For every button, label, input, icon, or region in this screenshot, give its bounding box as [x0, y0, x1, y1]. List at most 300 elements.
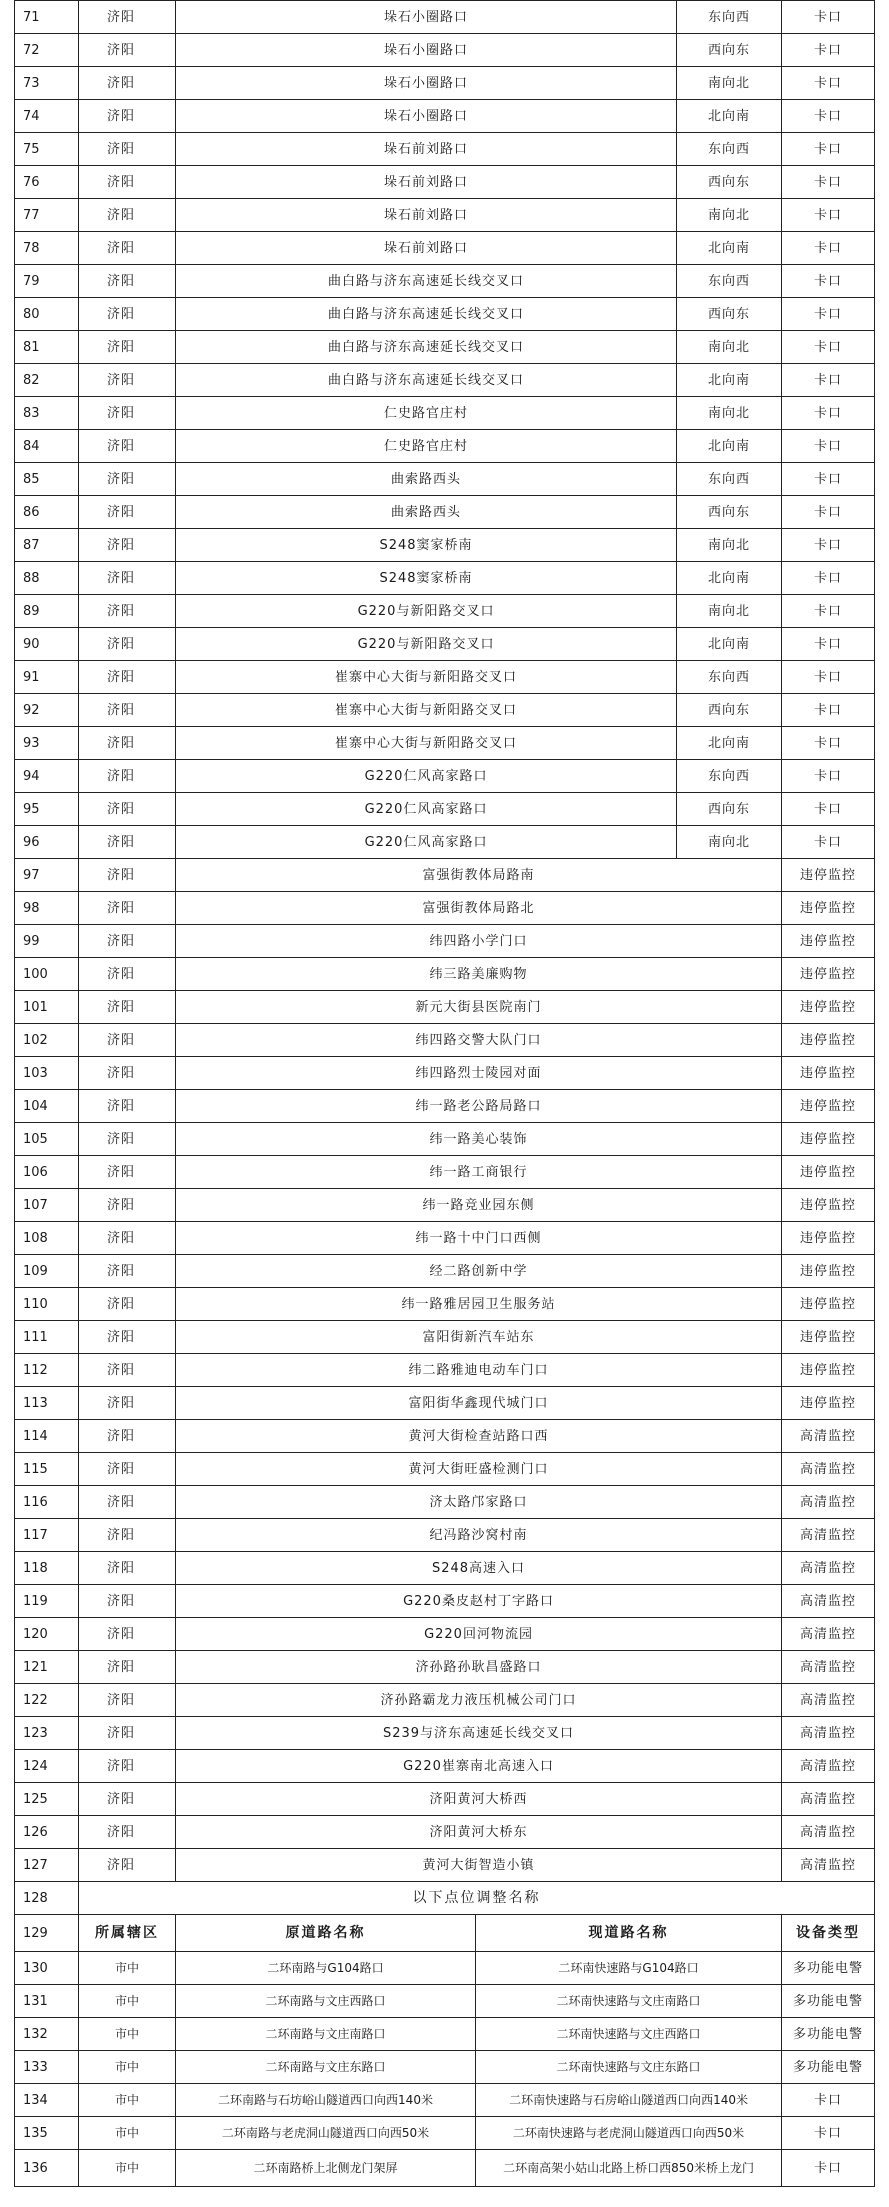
- district-cell: 济阳: [79, 1222, 176, 1255]
- new-name-cell: 二环南高架小姑山北路上桥口西850米桥上龙门: [476, 2150, 782, 2187]
- table-row: [15, 133, 875, 166]
- device-type-cell: 卡口: [782, 1, 875, 34]
- district-cell: 济阳: [79, 628, 176, 661]
- table-row: [15, 892, 875, 925]
- row-number: 110: [15, 1288, 79, 1321]
- table-body: [15, 1, 875, 2187]
- row-number: 90: [15, 628, 79, 661]
- device-type-cell: 卡口: [782, 694, 875, 727]
- row-number: 120: [15, 1618, 79, 1651]
- row-number: 127: [15, 1849, 79, 1882]
- location-cell: S239与济东高速延长线交叉口: [176, 1717, 782, 1750]
- row-number: 76: [15, 166, 79, 199]
- new-name-cell: 二环南快速路与文庄西路口: [476, 2018, 782, 2051]
- location-cell: 曲白路与济东高速延长线交叉口: [176, 364, 677, 397]
- location-cell: 曲白路与济东高速延长线交叉口: [176, 298, 677, 331]
- device-type-cell: 卡口: [782, 2150, 875, 2187]
- table-row: [15, 397, 875, 430]
- location-cell: 曲白路与济东高速延长线交叉口: [176, 265, 677, 298]
- table-row: [15, 1618, 875, 1651]
- row-number: 109: [15, 1255, 79, 1288]
- table-row: [15, 2018, 875, 2051]
- location-cell: 纬一路雅居园卫生服务站: [176, 1288, 782, 1321]
- direction-cell: 西向东: [677, 34, 782, 67]
- device-type-cell: 违停监控: [782, 925, 875, 958]
- table-row: [15, 1255, 875, 1288]
- direction-cell: 西向东: [677, 298, 782, 331]
- device-type-cell: 违停监控: [782, 1189, 875, 1222]
- table-row: [15, 2117, 875, 2150]
- device-type-cell: 高清监控: [782, 1849, 875, 1882]
- device-type-cell: 卡口: [782, 166, 875, 199]
- device-type-cell: 高清监控: [782, 1486, 875, 1519]
- district-cell: 济阳: [79, 1123, 176, 1156]
- location-cell: G220仁风高家路口: [176, 760, 677, 793]
- district-cell: 济阳: [79, 298, 176, 331]
- location-cell: 济阳黄河大桥东: [176, 1816, 782, 1849]
- table-row: [15, 364, 875, 397]
- location-cell: 垛石小圈路口: [176, 100, 677, 133]
- row-number: 117: [15, 1519, 79, 1552]
- row-number: 128: [15, 1882, 79, 1915]
- row-number: 98: [15, 892, 79, 925]
- direction-cell: 北向南: [677, 628, 782, 661]
- row-number: 82: [15, 364, 79, 397]
- table-row: [15, 529, 875, 562]
- direction-cell: 西向东: [677, 793, 782, 826]
- row-number: 136: [15, 2150, 79, 2187]
- row-number: 88: [15, 562, 79, 595]
- row-number: 77: [15, 199, 79, 232]
- device-type-cell: 违停监控: [782, 1354, 875, 1387]
- district-cell: 济阳: [79, 1552, 176, 1585]
- row-number: 87: [15, 529, 79, 562]
- device-type-cell: 违停监控: [782, 859, 875, 892]
- location-cell: 垛石前刘路口: [176, 166, 677, 199]
- row-number: 91: [15, 661, 79, 694]
- district-cell: 济阳: [79, 562, 176, 595]
- table-row: [15, 661, 875, 694]
- device-type-cell: 卡口: [782, 100, 875, 133]
- row-number: 86: [15, 496, 79, 529]
- device-type-cell: 高清监控: [782, 1420, 875, 1453]
- device-type-cell: 高清监控: [782, 1651, 875, 1684]
- row-number: 79: [15, 265, 79, 298]
- row-number: 131: [15, 1985, 79, 2018]
- device-type-cell: 多功能电警: [782, 2018, 875, 2051]
- row-number: 122: [15, 1684, 79, 1717]
- district-cell: 济阳: [79, 1420, 176, 1453]
- direction-cell: 南向北: [677, 67, 782, 100]
- location-cell: 曲索路西头: [176, 496, 677, 529]
- location-cell: 崔寨中心大街与新阳路交叉口: [176, 727, 677, 760]
- header-new-name: 现道路名称: [476, 1915, 782, 1952]
- row-number: 100: [15, 958, 79, 991]
- location-cell: 黄河大街智造小镇: [176, 1849, 782, 1882]
- district-cell: 济阳: [79, 694, 176, 727]
- new-name-cell: 二环南快速路与文庄东路口: [476, 2051, 782, 2084]
- row-number: 133: [15, 2051, 79, 2084]
- district-cell: 济阳: [79, 1, 176, 34]
- direction-cell: 北向南: [677, 232, 782, 265]
- direction-cell: 东向西: [677, 463, 782, 496]
- location-cell: 纬一路美心装饰: [176, 1123, 782, 1156]
- row-number: 101: [15, 991, 79, 1024]
- district-cell: 济阳: [79, 1057, 176, 1090]
- table-row: [15, 1189, 875, 1222]
- district-cell: 济阳: [79, 1849, 176, 1882]
- table-row: [15, 2150, 875, 2187]
- row-number: 118: [15, 1552, 79, 1585]
- direction-cell: 南向北: [677, 826, 782, 859]
- table-row: [15, 496, 875, 529]
- table-row: [15, 1321, 875, 1354]
- location-cell: 纬四路交警大队门口: [176, 1024, 782, 1057]
- row-number: 97: [15, 859, 79, 892]
- device-type-cell: 卡口: [782, 826, 875, 859]
- row-number: 106: [15, 1156, 79, 1189]
- table-row: [15, 199, 875, 232]
- location-cell: 济孙路霸龙力液压机械公司门口: [176, 1684, 782, 1717]
- location-cell: 纬一路老公路局路口: [176, 1090, 782, 1123]
- table-row: [15, 100, 875, 133]
- old-name-cell: 二环南路桥上北侧龙门架屏: [176, 2150, 476, 2187]
- location-cell: 垛石小圈路口: [176, 1, 677, 34]
- direction-cell: 西向东: [677, 166, 782, 199]
- camera-location-table: [14, 0, 875, 2187]
- table-row: [15, 859, 875, 892]
- district-cell: 市中: [79, 2117, 176, 2150]
- location-cell: 富强街教体局路南: [176, 859, 782, 892]
- table-row: [15, 958, 875, 991]
- district-cell: 济阳: [79, 1024, 176, 1057]
- location-cell: G220仁风高家路口: [176, 793, 677, 826]
- device-type-cell: 违停监控: [782, 1222, 875, 1255]
- table-row: [15, 1915, 875, 1952]
- row-number: 89: [15, 595, 79, 628]
- device-type-cell: 卡口: [782, 67, 875, 100]
- district-cell: 济阳: [79, 364, 176, 397]
- row-number: 107: [15, 1189, 79, 1222]
- row-number: 80: [15, 298, 79, 331]
- table-row: [15, 925, 875, 958]
- district-cell: 济阳: [79, 1189, 176, 1222]
- district-cell: 济阳: [79, 991, 176, 1024]
- location-cell: 仁史路官庄村: [176, 430, 677, 463]
- district-cell: 济阳: [79, 1651, 176, 1684]
- district-cell: 济阳: [79, 430, 176, 463]
- district-cell: 济阳: [79, 397, 176, 430]
- table-row: [15, 727, 875, 760]
- location-cell: 纬四路小学门口: [176, 925, 782, 958]
- device-type-cell: 违停监控: [782, 892, 875, 925]
- table-row: [15, 760, 875, 793]
- district-cell: 济阳: [79, 1519, 176, 1552]
- district-cell: 济阳: [79, 265, 176, 298]
- table-row: [15, 1684, 875, 1717]
- location-cell: 新元大街县医院南门: [176, 991, 782, 1024]
- district-cell: 济阳: [79, 463, 176, 496]
- direction-cell: 东向西: [677, 1, 782, 34]
- row-number: 85: [15, 463, 79, 496]
- table-row: [15, 1387, 875, 1420]
- location-cell: 纪冯路沙窝村南: [176, 1519, 782, 1552]
- location-cell: G220崔寨南北高速入口: [176, 1750, 782, 1783]
- district-cell: 济阳: [79, 1783, 176, 1816]
- direction-cell: 东向西: [677, 133, 782, 166]
- direction-cell: 东向西: [677, 265, 782, 298]
- direction-cell: 南向北: [677, 529, 782, 562]
- location-cell: G220回河物流园: [176, 1618, 782, 1651]
- header-old-name: 原道路名称: [176, 1915, 476, 1952]
- location-cell: 崔寨中心大街与新阳路交叉口: [176, 661, 677, 694]
- table-row: [15, 34, 875, 67]
- district-cell: 市中: [79, 1952, 176, 1985]
- table-row: [15, 1222, 875, 1255]
- table-row: [15, 430, 875, 463]
- device-type-cell: 卡口: [782, 34, 875, 67]
- device-type-cell: 卡口: [782, 496, 875, 529]
- table-row: [15, 1952, 875, 1985]
- device-type-cell: 卡口: [782, 727, 875, 760]
- table-row: [15, 1024, 875, 1057]
- device-type-cell: 多功能电警: [782, 1952, 875, 1985]
- table-row: [15, 1156, 875, 1189]
- location-cell: 纬一路竞业园东侧: [176, 1189, 782, 1222]
- location-cell: G220仁风高家路口: [176, 826, 677, 859]
- device-type-cell: 卡口: [782, 595, 875, 628]
- district-cell: 济阳: [79, 529, 176, 562]
- table-row: [15, 1, 875, 34]
- row-number: 123: [15, 1717, 79, 1750]
- direction-cell: 北向南: [677, 727, 782, 760]
- row-number: 135: [15, 2117, 79, 2150]
- row-number: 126: [15, 1816, 79, 1849]
- table-row: [15, 1420, 875, 1453]
- table-row: [15, 1816, 875, 1849]
- table-row: [15, 793, 875, 826]
- row-number: 105: [15, 1123, 79, 1156]
- row-number: 96: [15, 826, 79, 859]
- device-type-cell: 高清监控: [782, 1453, 875, 1486]
- new-name-cell: 二环南快速路与石房峪山隧道西口向西140米: [476, 2084, 782, 2117]
- district-cell: 市中: [79, 1985, 176, 2018]
- section-note: 以下点位调整名称: [79, 1882, 875, 1915]
- district-cell: 济阳: [79, 1750, 176, 1783]
- device-type-cell: 违停监控: [782, 958, 875, 991]
- table-row: [15, 67, 875, 100]
- location-cell: 济阳黄河大桥西: [176, 1783, 782, 1816]
- table-row: [15, 331, 875, 364]
- location-cell: 纬一路十中门口西侧: [176, 1222, 782, 1255]
- device-type-cell: 多功能电警: [782, 2051, 875, 2084]
- device-type-cell: 高清监控: [782, 1750, 875, 1783]
- location-cell: 济太路邝家路口: [176, 1486, 782, 1519]
- device-type-cell: 卡口: [782, 2084, 875, 2117]
- row-number: 71: [15, 1, 79, 34]
- row-number: 74: [15, 100, 79, 133]
- district-cell: 济阳: [79, 661, 176, 694]
- district-cell: 济阳: [79, 496, 176, 529]
- new-name-cell: 二环南快速路与G104路口: [476, 1952, 782, 1985]
- device-type-cell: 卡口: [782, 265, 875, 298]
- district-cell: 济阳: [79, 1684, 176, 1717]
- district-cell: 济阳: [79, 166, 176, 199]
- header-device-type: 设备类型: [782, 1915, 875, 1952]
- location-cell: 崔寨中心大街与新阳路交叉口: [176, 694, 677, 727]
- location-cell: 富阳街新汽车站东: [176, 1321, 782, 1354]
- device-type-cell: 高清监控: [782, 1519, 875, 1552]
- device-type-cell: 卡口: [782, 760, 875, 793]
- direction-cell: 南向北: [677, 397, 782, 430]
- row-number: 95: [15, 793, 79, 826]
- device-type-cell: 高清监控: [782, 1585, 875, 1618]
- location-cell: 曲白路与济东高速延长线交叉口: [176, 331, 677, 364]
- device-type-cell: 违停监控: [782, 1255, 875, 1288]
- district-cell: 济阳: [79, 760, 176, 793]
- device-type-cell: 违停监控: [782, 1024, 875, 1057]
- row-number: 121: [15, 1651, 79, 1684]
- device-type-cell: 卡口: [782, 463, 875, 496]
- device-type-cell: 卡口: [782, 232, 875, 265]
- device-type-cell: 高清监控: [782, 1552, 875, 1585]
- district-cell: 济阳: [79, 727, 176, 760]
- district-cell: 济阳: [79, 1585, 176, 1618]
- header-district: 所属辖区: [79, 1915, 176, 1952]
- table-row: [15, 628, 875, 661]
- district-cell: 济阳: [79, 1717, 176, 1750]
- table-row: [15, 1750, 875, 1783]
- row-number: 84: [15, 430, 79, 463]
- table-row: [15, 1486, 875, 1519]
- location-cell: 垛石前刘路口: [176, 133, 677, 166]
- direction-cell: 北向南: [677, 364, 782, 397]
- location-cell: S248高速入口: [176, 1552, 782, 1585]
- new-name-cell: 二环南快速路与文庄南路口: [476, 1985, 782, 2018]
- direction-cell: 南向北: [677, 199, 782, 232]
- row-number: 125: [15, 1783, 79, 1816]
- district-cell: 济阳: [79, 859, 176, 892]
- table-row: [15, 1651, 875, 1684]
- device-type-cell: 高清监控: [782, 1618, 875, 1651]
- district-cell: 济阳: [79, 1090, 176, 1123]
- old-name-cell: 二环南路与G104路口: [176, 1952, 476, 1985]
- district-cell: 济阳: [79, 1387, 176, 1420]
- district-cell: 济阳: [79, 1321, 176, 1354]
- table-row: [15, 2084, 875, 2117]
- district-cell: 济阳: [79, 1816, 176, 1849]
- district-cell: 市中: [79, 2051, 176, 2084]
- device-type-cell: 违停监控: [782, 1321, 875, 1354]
- device-type-cell: 卡口: [782, 562, 875, 595]
- old-name-cell: 二环南路与文庄西路口: [176, 1985, 476, 2018]
- direction-cell: 南向北: [677, 331, 782, 364]
- district-cell: 济阳: [79, 67, 176, 100]
- location-cell: 济孙路孙耿昌盛路口: [176, 1651, 782, 1684]
- device-type-cell: 卡口: [782, 199, 875, 232]
- row-number: 130: [15, 1952, 79, 1985]
- direction-cell: 北向南: [677, 562, 782, 595]
- table-row: [15, 1882, 875, 1915]
- location-cell: 纬二路雅迪电动车门口: [176, 1354, 782, 1387]
- district-cell: 济阳: [79, 1288, 176, 1321]
- row-number: 75: [15, 133, 79, 166]
- row-number: 129: [15, 1915, 79, 1952]
- table-row: [15, 826, 875, 859]
- direction-cell: 东向西: [677, 661, 782, 694]
- device-type-cell: 违停监控: [782, 991, 875, 1024]
- district-cell: 济阳: [79, 1618, 176, 1651]
- row-number: 103: [15, 1057, 79, 1090]
- district-cell: 济阳: [79, 958, 176, 991]
- device-type-cell: 违停监控: [782, 1156, 875, 1189]
- row-number: 119: [15, 1585, 79, 1618]
- location-cell: 富强街教体局路北: [176, 892, 782, 925]
- district-cell: 市中: [79, 2018, 176, 2051]
- device-type-cell: 卡口: [782, 2117, 875, 2150]
- row-number: 72: [15, 34, 79, 67]
- location-cell: 黄河大街检查站路口西: [176, 1420, 782, 1453]
- location-cell: S248窦家桥南: [176, 529, 677, 562]
- location-cell: 经二路创新中学: [176, 1255, 782, 1288]
- location-cell: 纬四路烈士陵园对面: [176, 1057, 782, 1090]
- table-row: [15, 265, 875, 298]
- district-cell: 济阳: [79, 133, 176, 166]
- row-number: 116: [15, 1486, 79, 1519]
- table-row: [15, 991, 875, 1024]
- location-cell: 纬三路美廉购物: [176, 958, 782, 991]
- location-cell: G220与新阳路交叉口: [176, 628, 677, 661]
- row-number: 111: [15, 1321, 79, 1354]
- device-type-cell: 违停监控: [782, 1090, 875, 1123]
- device-type-cell: 卡口: [782, 133, 875, 166]
- district-cell: 济阳: [79, 1354, 176, 1387]
- table-row: [15, 1849, 875, 1882]
- device-type-cell: 违停监控: [782, 1387, 875, 1420]
- district-cell: 济阳: [79, 1156, 176, 1189]
- table-row: [15, 1288, 875, 1321]
- table-row: [15, 595, 875, 628]
- location-cell: 垛石小圈路口: [176, 67, 677, 100]
- district-cell: 济阳: [79, 1255, 176, 1288]
- district-cell: 济阳: [79, 1486, 176, 1519]
- device-type-cell: 卡口: [782, 298, 875, 331]
- row-number: 78: [15, 232, 79, 265]
- row-number: 132: [15, 2018, 79, 2051]
- device-type-cell: 违停监控: [782, 1057, 875, 1090]
- new-name-cell: 二环南快速路与老虎洞山隧道西口向西50米: [476, 2117, 782, 2150]
- row-number: 115: [15, 1453, 79, 1486]
- location-cell: G220桑皮赵村丁字路口: [176, 1585, 782, 1618]
- device-type-cell: 卡口: [782, 397, 875, 430]
- district-cell: 济阳: [79, 1453, 176, 1486]
- device-type-cell: 卡口: [782, 628, 875, 661]
- district-cell: 济阳: [79, 793, 176, 826]
- old-name-cell: 二环南路与老虎洞山隧道西口向西50米: [176, 2117, 476, 2150]
- table-row: [15, 1057, 875, 1090]
- location-cell: 垛石前刘路口: [176, 199, 677, 232]
- direction-cell: 南向北: [677, 595, 782, 628]
- device-type-cell: 卡口: [782, 364, 875, 397]
- device-type-cell: 卡口: [782, 529, 875, 562]
- district-cell: 济阳: [79, 34, 176, 67]
- old-name-cell: 二环南路与文庄南路口: [176, 2018, 476, 2051]
- table-row: [15, 562, 875, 595]
- location-cell: S248窦家桥南: [176, 562, 677, 595]
- device-type-cell: 违停监控: [782, 1123, 875, 1156]
- table-row: [15, 1090, 875, 1123]
- table-row: [15, 1985, 875, 2018]
